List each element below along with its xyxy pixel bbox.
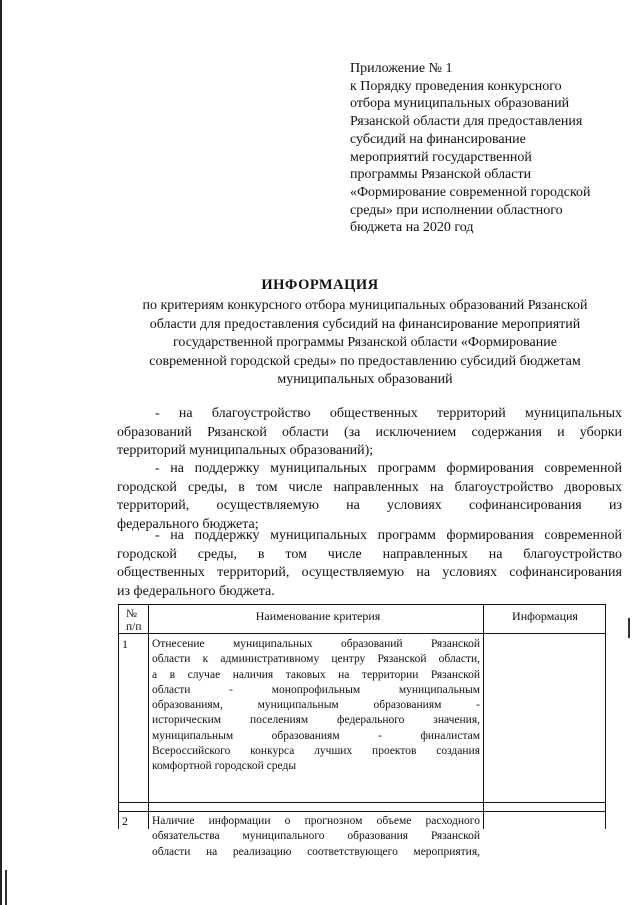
row-line: образованиям, муниципальным образованиям -	[152, 699, 480, 712]
row-line: области - монопрофильным муниципальным	[152, 683, 480, 696]
table-border	[118, 802, 606, 803]
row-line: Наличие информации о прогнозном объеме расходного	[152, 815, 480, 827]
row-line: области к административному центру Рязанской области,	[152, 653, 480, 666]
scan-edge	[0, 0, 2, 905]
row-line: области на реализацию соответствующего мероприятия,	[152, 845, 480, 858]
table-border	[118, 633, 606, 634]
appendix-line: к Порядку проведения конкурсного	[350, 78, 562, 94]
appendix-line: программы Рязанской области	[350, 167, 532, 183]
subtitle-line: государственной программы Рязанской области «Формирование	[173, 335, 557, 350]
row-number: 1	[122, 637, 128, 651]
paragraph-line: из федерального бюджета.	[117, 583, 275, 599]
paragraph-line: территорий муниципальных образований);	[117, 443, 374, 458]
appendix-line: среды» при исполнении областного	[350, 202, 563, 218]
subtitle-line: по критериям конкурсного отбора муниципальных образований Рязанской	[142, 298, 588, 313]
scan-mark	[5, 870, 7, 905]
row-line: обязательства муниципального образования Рязанской	[152, 830, 480, 843]
appendix-line: мероприятий государственной	[350, 149, 532, 165]
bullet-paragraph	[117, 405, 622, 461]
table-border	[118, 604, 119, 829]
appendix-line: субсидий на финансирование	[350, 131, 526, 147]
row-line: а в случае наличия таковых на территории Рязанской	[152, 668, 480, 681]
table-border	[118, 604, 606, 605]
header-information: Информация	[512, 609, 578, 623]
paragraph-line: территорий, осуществляемую на условиях софинансирования из	[117, 498, 622, 513]
appendix-header	[350, 60, 610, 237]
appendix-line: Приложение № 1	[350, 61, 453, 76]
bullet-paragraph	[117, 460, 622, 534]
row-criterion-text	[152, 814, 480, 860]
header-number-line: п/п	[126, 621, 142, 633]
subtitle-line: области для предоставления субсидий на финансирование мероприятий	[149, 316, 581, 332]
row-number: 2	[122, 814, 128, 828]
row-line: Всероссийского конкурса лучших проектов создания	[152, 745, 480, 758]
header-criterion-name: Наименование критерия	[255, 609, 381, 623]
row-line: муниципальным образованиям - финалистам	[152, 729, 480, 742]
paragraph-line: - на поддержку муниципальных программ формирования современной	[155, 528, 622, 543]
paragraph-line: городской среды, в том числе направленных на благоустройство дворовых	[117, 479, 622, 495]
table-border	[605, 604, 606, 829]
paragraph-line: образований Рязанской области (за исключением содержания и уборки	[117, 424, 622, 440]
table-border	[483, 604, 484, 829]
paragraph-line: общественных территорий, осуществляемую на условиях софинансирования	[117, 565, 622, 580]
paragraph-line: - на благоустройство общественных территорий муниципальных	[155, 406, 622, 421]
row-line: комфортной городской среды	[152, 760, 297, 773]
subtitle-line: муниципальных образований	[277, 372, 453, 387]
bullet-paragraph	[117, 527, 622, 601]
appendix-line: Рязанской области для предоставления	[350, 114, 583, 130]
paragraph-line: городской среды, в том числе направленных на благоустройство	[117, 546, 622, 562]
table-border	[148, 604, 149, 829]
header-number	[126, 608, 148, 634]
document-subtitle	[115, 297, 615, 390]
subtitle-line: современной городской среды» по предоставлению субсидий бюджетам	[149, 353, 581, 369]
header-number-line: №	[126, 608, 137, 620]
document-title: ИНФОРМАЦИЯ	[261, 277, 379, 293]
appendix-line: «Формирование современной городской	[350, 184, 591, 200]
paragraph-line: - на поддержку муниципальных программ формирования современной	[155, 461, 622, 476]
paragraph-line: федерального бюджета;	[117, 516, 259, 532]
scan-mark	[628, 618, 630, 638]
row-criterion-text	[152, 637, 480, 775]
appendix-line: бюджета на 2020 год	[350, 220, 474, 236]
row-line: Отнесение муниципальных образований Рязанской	[152, 638, 480, 650]
appendix-line: отбора муниципальных образований	[350, 96, 570, 112]
table-border	[118, 811, 606, 812]
row-line: историческим поселениям федерального значения,	[152, 714, 480, 727]
